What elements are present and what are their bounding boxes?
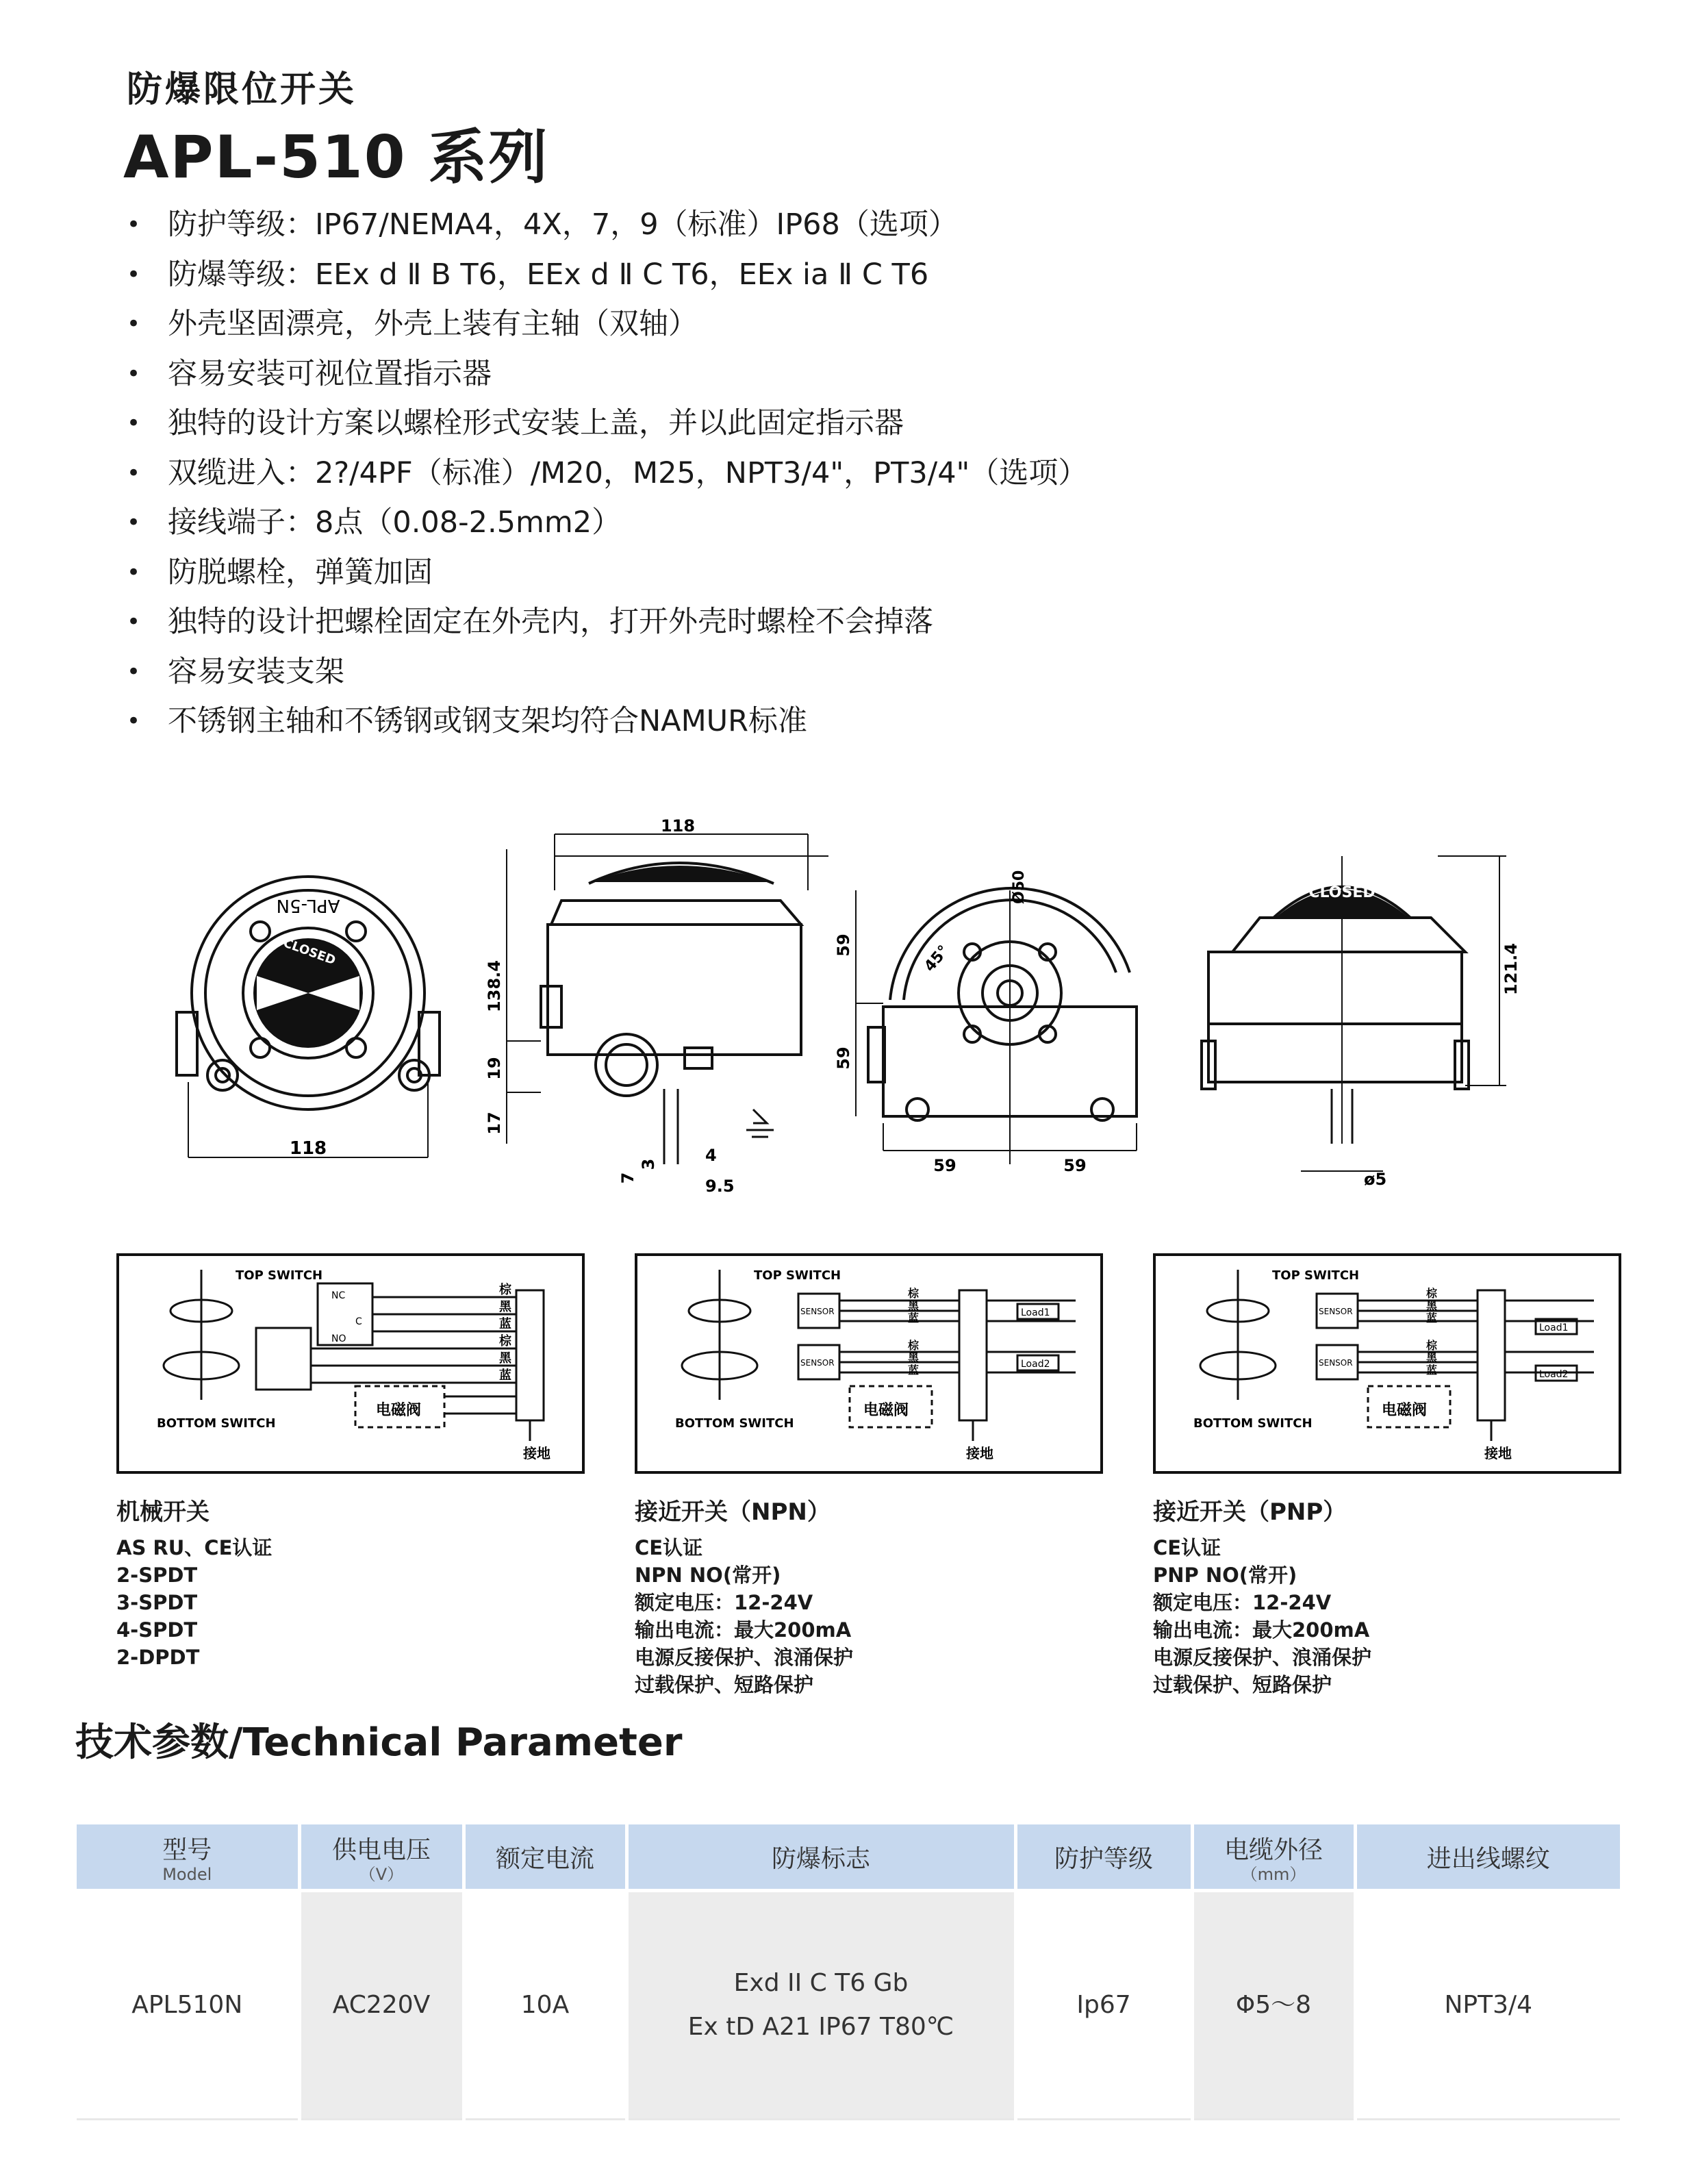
- wire-color: 黑: [1426, 1351, 1438, 1364]
- front-view-dim-59-a: 59: [834, 933, 853, 957]
- table-header-row: [77, 1824, 1620, 1891]
- wiring-title-pnp: 接近开关（PNP）: [1153, 1498, 1347, 1526]
- header-voltage: 供电电压 （V）: [299, 1824, 464, 1891]
- sensor-label: SENSOR: [800, 1358, 835, 1368]
- cell-current: 10A: [464, 1891, 626, 2120]
- ground-label: 接地: [523, 1445, 550, 1461]
- cell-model: APL510N: [77, 1891, 299, 2120]
- side-view-drawing: [485, 816, 828, 1205]
- feature-item: • 独特的设计方案以螺栓形式安装上盖，并以此固定指示器: [127, 406, 904, 440]
- header-ip: 防护等级: [1015, 1824, 1192, 1891]
- c-label: C: [355, 1316, 362, 1327]
- side-view-dim-17: 17: [485, 1112, 504, 1135]
- top-switch-label: TOP SWITCH: [236, 1268, 323, 1283]
- side-view-dim-3: 3: [639, 1158, 658, 1170]
- technical-parameter-title: 技术参数/Technical Parameter: [75, 1720, 683, 1765]
- rear-view-dia: ø5: [1364, 1170, 1387, 1189]
- wire-color: 蓝: [1426, 1364, 1438, 1377]
- valve-label: 电磁阀: [1382, 1402, 1428, 1419]
- wire-color: 棕: [908, 1339, 920, 1352]
- wire-color: 黑: [499, 1300, 511, 1314]
- bottom-switch-label: BOTTOM SWITCH: [1193, 1416, 1313, 1431]
- side-view-dim-7: 7: [618, 1172, 637, 1184]
- wire-color: 棕: [1426, 1287, 1438, 1300]
- ground-label: 接地: [966, 1445, 993, 1461]
- page-subtitle: 防爆限位开关: [127, 69, 357, 110]
- feature-item: • 防脱螺栓，弹簧加固: [127, 555, 433, 590]
- wire-color: 蓝: [499, 1368, 511, 1383]
- wiring-diagram-npn: [635, 1253, 1103, 1474]
- ground-label: 接地: [1484, 1445, 1512, 1461]
- wire-color: 蓝: [908, 1364, 920, 1377]
- front-view-dia: Ø50: [1011, 870, 1028, 904]
- feature-item: • 防爆等级：EEx d Ⅱ B T6，EEx d Ⅱ C T6，EEx ia Ⅱ C T6: [127, 257, 929, 292]
- front-view-angle: 45°: [921, 942, 953, 975]
- sensor-label: SENSOR: [800, 1307, 835, 1316]
- valve-label: 电磁阀: [863, 1402, 909, 1419]
- top-switch-label: TOP SWITCH: [754, 1268, 841, 1283]
- wire-color: 蓝: [499, 1317, 511, 1331]
- wire-color: 蓝: [1426, 1311, 1438, 1325]
- wiring-specs-npn: CE认证 NPN NO(常开) 额定电压：12-24V 输出电流：最大200mA 电源反接保护、浪涌保护 过载保护、短路保护: [635, 1536, 854, 1696]
- rear-view-indicator: CLOSED: [1308, 884, 1376, 901]
- header-ex-mark: 防爆标志: [626, 1824, 1015, 1891]
- wire-color: 棕: [1426, 1339, 1438, 1352]
- cell-thread: NPT3/4: [1355, 1891, 1620, 2120]
- wire-color: 黑: [1426, 1299, 1438, 1312]
- feature-list: [127, 200, 1087, 746]
- wire-color: 黑: [908, 1299, 920, 1312]
- side-view-dim-4: 4: [705, 1146, 717, 1165]
- side-view-dim-9-5: 9.5: [705, 1177, 735, 1196]
- feature-item: • 容易安装可视位置指示器: [127, 356, 492, 391]
- sensor-label: SENSOR: [1319, 1307, 1353, 1316]
- wire-color: 棕: [499, 1283, 511, 1297]
- front-view-dim-59-b: 59: [834, 1046, 853, 1070]
- side-view-dim-19: 19: [485, 1057, 504, 1080]
- feature-item: • 接线端子：8点（0.08-2.5mm2）: [127, 505, 622, 540]
- cell-ip: Ip67: [1015, 1891, 1192, 2120]
- cell-cable: Φ5～8: [1192, 1891, 1355, 2120]
- load1-label: Load1: [1021, 1307, 1050, 1318]
- load2-label: Load2: [1021, 1359, 1050, 1370]
- wire-color: 黑: [499, 1351, 511, 1366]
- feature-item: • 双缆进入：2?/4PF（标准）/M20，M25，NPT3/4"，PT3/4"（选项）: [127, 455, 1088, 490]
- wire-color: 蓝: [908, 1311, 920, 1325]
- sensor-label: SENSOR: [1319, 1358, 1353, 1368]
- top-view-width: 118: [289, 1138, 327, 1159]
- top-view-indicator: CLOSED: [281, 936, 338, 968]
- top-view-label: APL-5N: [276, 895, 340, 916]
- page-title: APL-510 系列: [123, 123, 549, 192]
- feature-item: • 不锈钢主轴和不锈钢或钢支架均符合NAMUR标准: [127, 704, 808, 738]
- feature-item: • 独特的设计把螺栓固定在外壳内，打开外壳时螺栓不会掉落: [127, 605, 933, 639]
- valve-label: 电磁阀: [376, 1402, 422, 1419]
- wire-color: 黑: [908, 1351, 920, 1364]
- wiring-specs-pnp: CE认证 PNP NO(常开) 额定电压：12-24V 输出电流：最大200mA 电源反接保护、浪涌保护 过载保护、短路保护: [1153, 1536, 1372, 1696]
- load1-label: Load1: [1539, 1322, 1569, 1333]
- front-view-dim-59-d: 59: [1063, 1156, 1087, 1175]
- nc-label: NC: [331, 1290, 346, 1301]
- feature-item: • 防护等级：IP67/NEMA4，4X，7，9（标准）IP68（选项）: [127, 208, 958, 242]
- header-model: 型号 Model: [77, 1824, 299, 1891]
- header-current: 额定电流: [464, 1824, 626, 1891]
- technical-parameter-table: [77, 1824, 1620, 2120]
- wiring-specs-mechanical: AS RU、CE认证 2-SPDT 3-SPDT 4-SPDT 2-DPDT: [116, 1536, 273, 1669]
- wire-color: 棕: [908, 1287, 920, 1300]
- no-label: NO: [331, 1333, 346, 1344]
- feature-item: • 外壳坚固漂亮，外壳上装有主轴（双轴）: [127, 307, 698, 341]
- top-switch-label: TOP SWITCH: [1272, 1268, 1360, 1283]
- front-view-drawing: [834, 849, 1157, 1178]
- top-view-drawing: [171, 863, 472, 1178]
- wire-color: 棕: [499, 1334, 511, 1348]
- cell-voltage: AC220V: [299, 1891, 464, 2120]
- cell-ex-mark: Exd II C T6 Gb Ex tD A21 IP67 T80℃: [626, 1891, 1015, 2120]
- header-cable: 电缆外径 （mm）: [1192, 1824, 1355, 1891]
- load2-label: Load2: [1539, 1369, 1569, 1380]
- bottom-switch-label: BOTTOM SWITCH: [675, 1416, 794, 1431]
- wiring-diagram-mechanical: [116, 1253, 585, 1474]
- feature-item: • 容易安装支架: [127, 654, 344, 689]
- header-thread: 进出线螺纹: [1355, 1824, 1620, 1891]
- front-view-dim-59-c: 59: [933, 1156, 956, 1175]
- table-row: [77, 1891, 1620, 2120]
- side-view-height: 138.4: [485, 960, 504, 1012]
- side-view-width: 118: [660, 816, 696, 836]
- bottom-switch-label: BOTTOM SWITCH: [157, 1416, 276, 1431]
- rear-view-drawing: [1178, 842, 1534, 1198]
- wiring-title-mechanical: 机械开关: [116, 1498, 210, 1526]
- rear-view-height: 121.4: [1501, 943, 1521, 995]
- wiring-title-npn: 接近开关（NPN）: [635, 1498, 831, 1526]
- wiring-diagram-pnp: [1153, 1253, 1621, 1474]
